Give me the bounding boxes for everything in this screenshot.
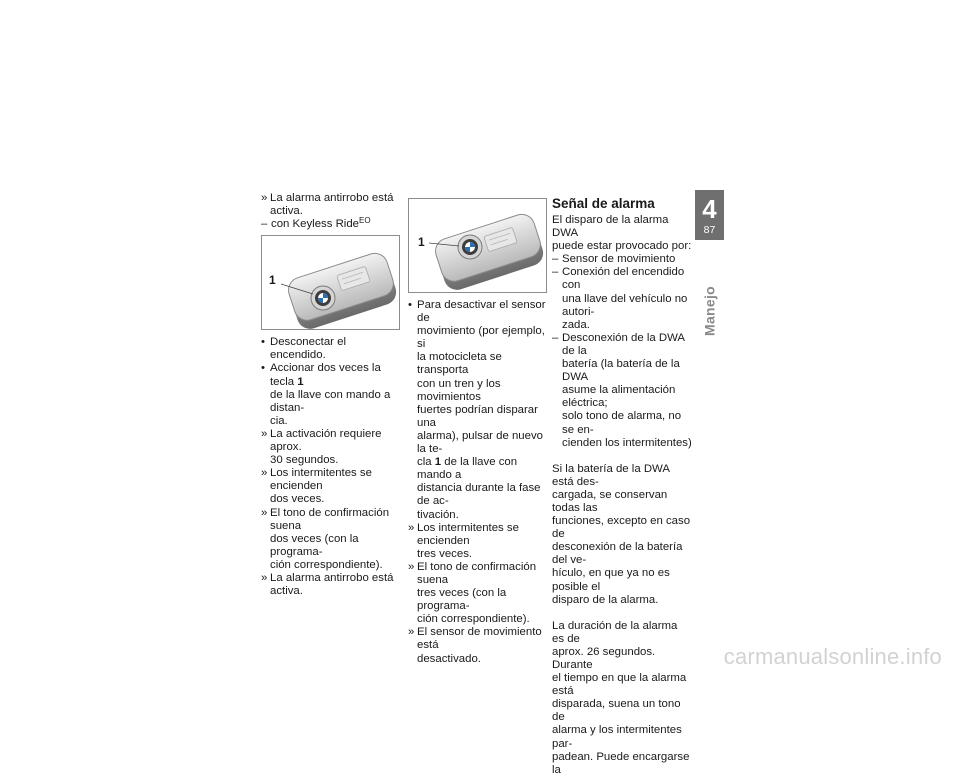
result-text: desactivado.: [417, 652, 481, 665]
result-marker: »: [408, 626, 415, 639]
duration-paragraph: [552, 620, 692, 777]
result-text: Los intermitentes se encienden: [417, 521, 519, 547]
cause-text: Conexión del encendido con: [562, 266, 685, 292]
result-item: [261, 507, 403, 572]
result-marker: »: [261, 506, 268, 519]
key-reference: 1: [434, 456, 442, 469]
paragraph-gap: [552, 450, 692, 463]
step-text: de la llave con mando a distan-: [270, 388, 391, 414]
paragraph-line: disparada, suena un tono de: [552, 698, 681, 724]
callout-label-1: 1: [418, 235, 425, 249]
step-text: de la llave con mando a: [417, 456, 518, 482]
step-text: Accionar dos veces la tecla: [270, 362, 381, 388]
result-text: El tono de confirmación suena: [270, 506, 390, 532]
result-item: [408, 561, 548, 626]
result-text: ción correspondiente).: [417, 613, 530, 626]
step-text: cia.: [270, 414, 288, 427]
result-item: [261, 467, 403, 506]
result-text: ción correspondiente).: [270, 558, 383, 571]
result-marker: »: [261, 427, 268, 440]
step-text: tivación.: [417, 508, 459, 521]
key-fob-figure: [261, 235, 400, 330]
result-marker: »: [261, 192, 268, 204]
intro-line: puede estar provocado por:: [552, 240, 692, 253]
cause-text: zada.: [562, 318, 590, 331]
cause-text: Sensor de movimiento: [562, 253, 676, 266]
result-text: dos veces (con la programa-: [270, 532, 359, 558]
column-1: [261, 192, 403, 598]
equipment-note: [261, 218, 403, 231]
column-2: [408, 192, 548, 666]
paragraph-line: aprox. 26 segundos. Durante: [552, 645, 656, 671]
paragraph-line: La duración de la alarma es de: [552, 619, 678, 645]
section-heading: Señal de alarma: [552, 196, 655, 211]
step-text: distancia durante la fase de ac-: [417, 482, 541, 508]
result-text: La alarma antirrobo está activa.: [270, 571, 394, 598]
result-marker: »: [408, 521, 415, 534]
dash-marker: –: [552, 266, 559, 279]
page-number: 87: [703, 224, 716, 236]
bullet-marker: •: [261, 336, 265, 349]
section-side-tab: [684, 276, 736, 346]
key-reference: 1: [297, 375, 304, 388]
cause-item: [552, 332, 692, 450]
cause-item: [552, 253, 692, 266]
step-text: alarma), pulsar de nuevo la te-: [417, 429, 543, 456]
keyless-ride-label: con Keyless Ride: [271, 218, 360, 231]
result-text: Los intermitentes se encienden: [270, 467, 372, 493]
paragraph-line: disparo de la alarma.: [552, 593, 659, 606]
paragraph-line: hículo, en que ya no es posible el: [552, 567, 670, 593]
result-text: dos veces.: [270, 493, 325, 506]
result-item: [408, 522, 548, 561]
intro-paragraph: [552, 214, 692, 253]
callout-label-1: 1: [269, 273, 276, 288]
cause-text: una llave del vehículo no autori-: [562, 292, 688, 318]
result-item: [261, 572, 403, 598]
dash-marker: –: [552, 331, 559, 344]
key-fob-illustration: [409, 199, 546, 292]
chapter-badge: [695, 190, 724, 240]
dash-marker: –: [261, 218, 268, 231]
step-item: [261, 336, 403, 362]
intro-line: El disparo de la alarma DWA: [552, 214, 669, 240]
paragraph-line: funciones, excepto en caso de: [552, 515, 691, 541]
result-text: tres veces.: [417, 547, 473, 560]
step-item: [261, 362, 403, 427]
watermark-text: carmanualsonline.info: [723, 644, 942, 669]
step-text: fuertes podrían disparar una: [417, 403, 538, 429]
paragraph-line: el tiempo en que la alarma está: [552, 672, 687, 698]
step-text: con un tren y los movimientos: [417, 377, 501, 403]
step-item: [408, 299, 548, 522]
cause-text: Desconexión de la DWA de la: [562, 331, 685, 357]
bullet-marker: •: [261, 362, 265, 375]
result-marker: »: [261, 571, 268, 584]
cause-text: solo tono de alarma, no se en-: [562, 410, 682, 436]
result-text: La activación requiere aprox.: [270, 427, 382, 454]
result-marker: »: [408, 560, 415, 573]
key-fob-illustration: [262, 236, 399, 329]
column-3: [552, 196, 692, 777]
result-marker: »: [261, 467, 268, 480]
battery-paragraph: [552, 463, 692, 607]
step-text: la motocicleta se transporta: [417, 351, 502, 377]
step-text: movimiento (por ejemplo, si: [417, 325, 545, 351]
result-text: tres veces (con la programa-: [417, 587, 507, 613]
result-item: [408, 626, 548, 665]
result-text: La alarma antirrobo está activa.: [270, 192, 394, 218]
result-text: El tono de confirmación suena: [417, 560, 537, 586]
step-text: Para desactivar el sensor de: [417, 299, 546, 325]
paragraph-gap: [552, 607, 692, 620]
key-fob-figure: [408, 198, 547, 293]
paragraph-line: Si la batería de la DWA está des-: [552, 462, 670, 488]
result-text: 30 segundos.: [270, 454, 339, 467]
paragraph-line: padean. Puede encargarse la: [552, 750, 690, 776]
result-item: [261, 428, 403, 467]
chapter-number: 4: [702, 194, 717, 224]
cause-text: batería (la batería de la DWA: [562, 358, 680, 384]
keyless-ride-superscript: EO: [359, 216, 371, 226]
step-text: cla: [417, 456, 432, 469]
cause-item: [552, 266, 692, 331]
cause-text: cienden los intermitentes): [562, 436, 692, 449]
paragraph-line: desconexión de la batería del ve-: [552, 541, 683, 567]
result-item: [261, 192, 403, 218]
result-text: El sensor de movimiento está: [417, 626, 542, 652]
paragraph-line: cargada, se conservan todas las: [552, 488, 668, 514]
dash-marker: –: [552, 253, 559, 266]
cause-text: asume la alimentación eléctrica;: [562, 384, 676, 410]
section-name: Manejo: [701, 285, 718, 337]
bullet-marker: •: [408, 299, 412, 311]
paragraph-line: alarma y los intermitentes par-: [552, 724, 682, 750]
step-text: Desconectar el encendido.: [270, 336, 346, 362]
